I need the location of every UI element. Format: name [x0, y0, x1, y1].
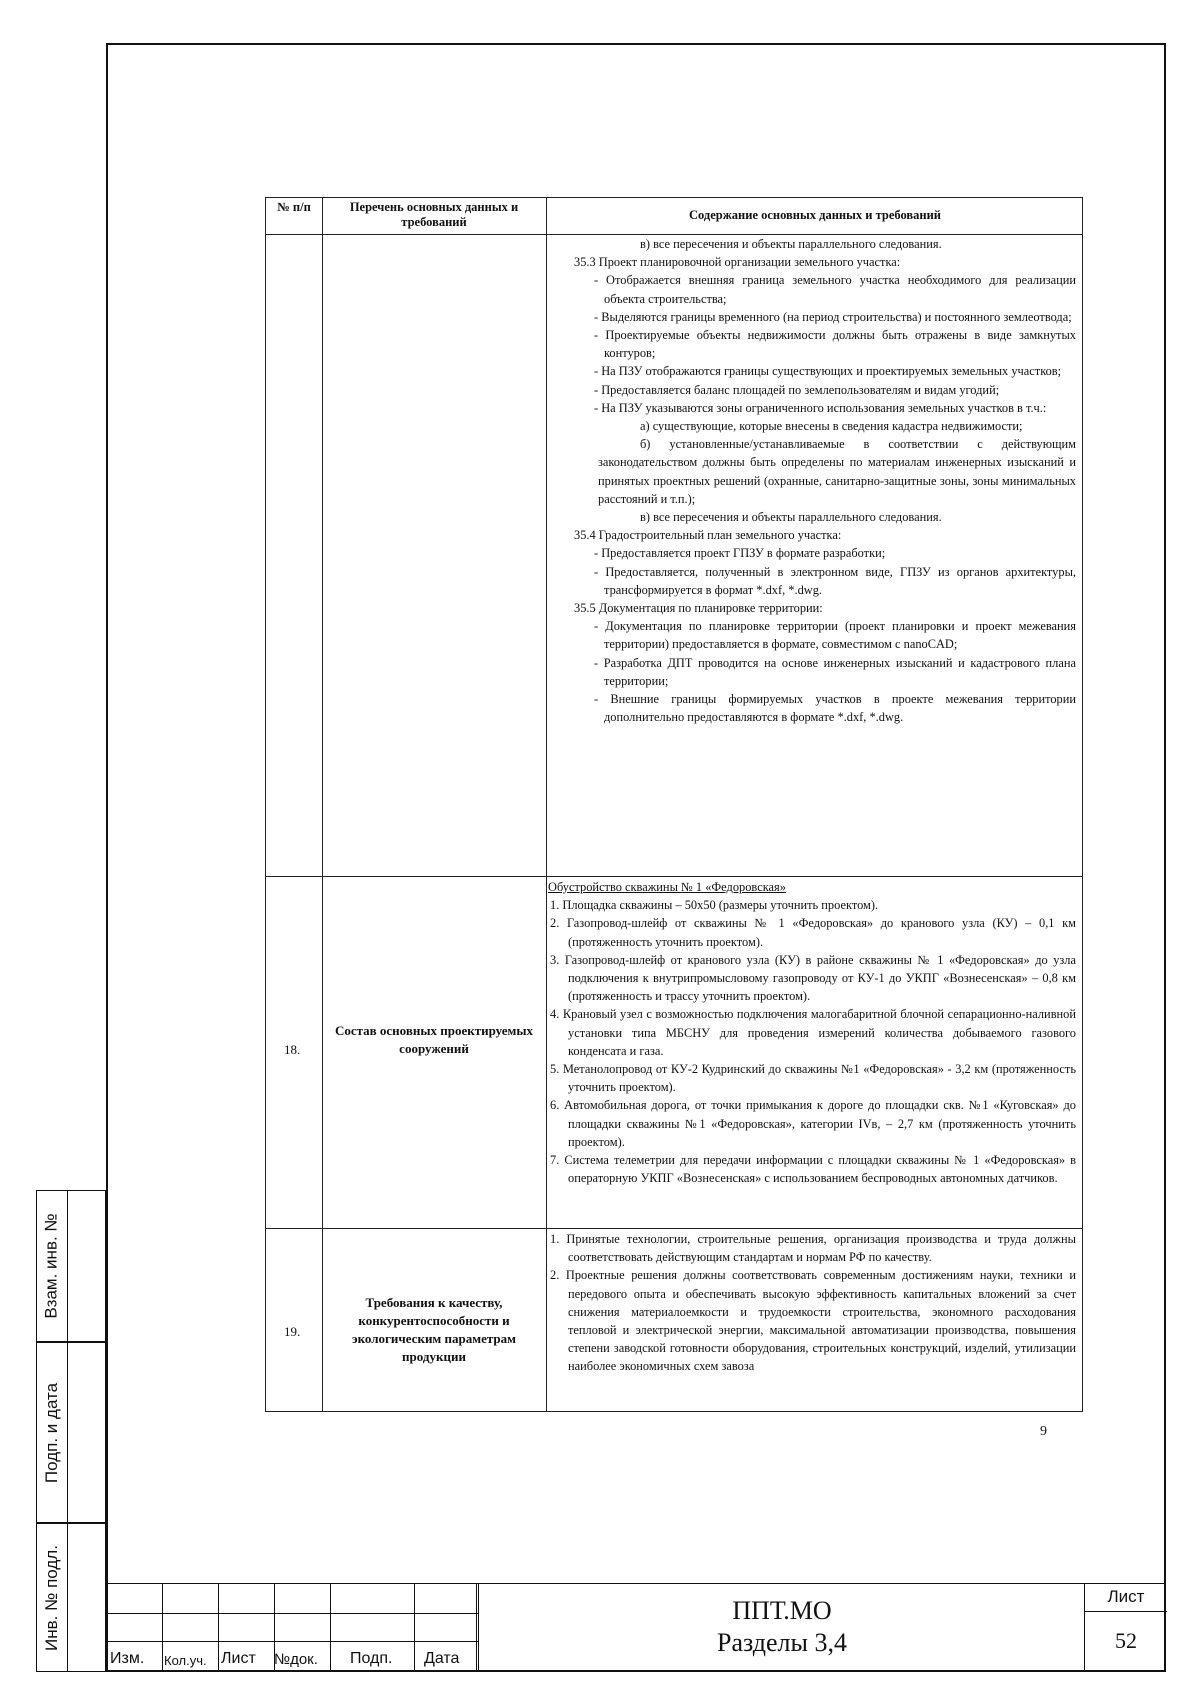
- list-item: 2. Проектные решения должны соответствовать современным достижениям науки, техники и передового опыта и обеспечивать высокую эффективность капитальных вложений за счет снижения материалоемкости и трудоемкости строительства, экономного расходования тепловой и электрической энергии, максимальной автоматизации производства, повышения степени заводской готовности оборудования, строительных конструкций, изделий, утилизации наиболее экономичных схем завоза: [550, 1268, 1076, 1374]
- row-title: Требования к качеству, конкурентоспособности и экологическим параметрам продукции: [351, 1295, 517, 1364]
- continuation-content: [548, 235, 1076, 726]
- sheet-box: [1084, 1583, 1167, 1672]
- content-line: - Разработка ДПТ проводится на основе инженерных изысканий и кадастрового плана территории;: [594, 655, 1076, 688]
- content-line: 35.3 Проект планировочной организации земельного участка:: [574, 255, 901, 270]
- content-line: в) все пересечения и объекты параллельного следования.: [640, 510, 942, 525]
- content-line: - Выделяются границы временного (на период строительства) и постоянного землеотвода;: [594, 309, 1072, 324]
- document-designation: [478, 1583, 1085, 1672]
- content-line: - Предоставляется проект ГПЗУ в формате разработки;: [594, 546, 886, 561]
- sheet-label: Лист: [1085, 1583, 1167, 1612]
- section-heading: Обустройство скважины № 1 «Федоровская»: [548, 880, 786, 894]
- column-caption: Изм.: [110, 1650, 145, 1667]
- content-line: - Документация по планировке территории (проект планировки и проект межевания территории) предоставляется в формате, совместимом с nanoCAD;: [594, 619, 1076, 652]
- list-item: 7. Система телеметрии для передачи информации с площадки скважины № 1 «Федоровская» в операторную УКПГ «Вознесенская» с использованием беспроводных автономных датчиков.: [550, 1153, 1076, 1186]
- content-line: - На ПЗУ отображаются границы существующих и проектируемых земельных участков;: [594, 364, 1062, 379]
- row-number: 18.: [284, 1042, 301, 1057]
- title-block: [106, 1583, 1166, 1672]
- column-caption: Подп.: [350, 1650, 393, 1667]
- column-caption: Дата: [424, 1650, 460, 1667]
- content-line: в) все пересечения и объекты параллельного следования.: [640, 237, 942, 251]
- list-item: 2. Газопровод-шлейф от скважины № 1 «Федоровская» до кранового узла (КУ) – 0,1 км (протяженность уточнить проектом).: [550, 916, 1076, 949]
- content-line: - На ПЗУ указываются зоны ограниченного использования земельных участков в т.ч.:: [594, 400, 1047, 415]
- list-item: 1. Принятые технологии, строительные решения, организация производства и труда должны соответствовать действующим стандартам и нормам РФ по качеству.: [550, 1232, 1076, 1265]
- side-stamp-inventory: [36, 1523, 106, 1672]
- row-divider: [266, 876, 1082, 877]
- row-content: [548, 878, 1076, 1187]
- column-caption: №док.: [274, 1651, 318, 1668]
- content-line: 35.5 Документация по планировке территории:: [574, 601, 823, 616]
- header-number: № п/п: [277, 200, 311, 214]
- content-line: а) существующие, которые внесены в сведения кадастра недвижимости;: [640, 419, 1023, 434]
- page-number: 9: [1040, 1424, 1047, 1439]
- row-title: Состав основных проектируемых сооружений: [334, 1023, 534, 1056]
- side-label-inventory: Инв. № подл.: [42, 1544, 61, 1651]
- requirements-table: [265, 197, 1083, 1412]
- list-item: 3. Газопровод-шлейф от кранового узла (КУ) в районе скважины № 1 «Федоровская» до узла подключения к внутрипромысловому газопроводу от КУ-1 до УКПГ «Вознесенская» – 0,8 км (протяженность и трассу уточнить проектом).: [550, 952, 1076, 1004]
- list-item: 1. Площадка скважины – 50х50 (размеры уточнить проектом).: [550, 898, 879, 913]
- column-caption: Кол.уч.: [164, 1653, 207, 1668]
- header-list: Перечень основных данных и требований: [349, 200, 519, 229]
- column-divider: [546, 198, 547, 1411]
- content-line: - Отображается внешняя граница земельного участка необходимого для реализации объекта строительства;: [594, 273, 1076, 306]
- revision-grid: [106, 1583, 478, 1672]
- header-content: Содержание основных данных и требований: [688, 208, 942, 222]
- list-item: 6. Автомобильная дорога, от точки примыкания к дороге до площадки скв. №1 «Куговская» до площадки скважины №1 «Федоровская», категории IVв, – 2,7 км (протяженность уточнить проектом).: [550, 1098, 1076, 1149]
- content-line: - Предоставляется баланс площадей по землепользователям и видам угодий;: [594, 382, 1000, 397]
- document-code: ППТ.МО: [732, 1596, 832, 1625]
- sheet-number: 52: [1115, 1628, 1137, 1653]
- side-stamp-signature: [36, 1342, 106, 1523]
- side-stamp-replacement: [36, 1190, 106, 1342]
- content-line: - Проектируемые объекты недвижимости должны быть отражены в виде замкнутых контуров;: [594, 328, 1076, 361]
- list-item: 4. Крановый узел с возможностью подключения малогабаритной блочной сепарационно-наливной установки типа МБСНУ для проведения измерений количества добываемого газового конденсата и газа.: [550, 1007, 1076, 1058]
- row-number: 19.: [284, 1324, 301, 1339]
- document-section: Разделы 3,4: [716, 1628, 847, 1657]
- row-divider: [266, 1228, 1082, 1229]
- content-line: б) установленные/устанавливаемые в соответствии с действующим законодательством должны быть определены по материалам инженерных изысканий и принятых проектных решений (охранные, санитарно-защитные зоны, зоны минимальных расстояний и т.п.);: [598, 437, 1076, 506]
- content-line: 35.4 Градостроительный план земельного участка:: [574, 528, 842, 543]
- content-line: - Внешние границы формируемых участков в проекте межевания территории дополнительно предоставляются в формате *.dxf, *.dwg.: [594, 692, 1076, 725]
- numbered-list: [548, 896, 1076, 1187]
- numbered-list: [548, 1230, 1076, 1376]
- content-line: - Предоставляется, полученный в электронном виде, ГПЗУ из органов архитектуры, трансформируется в формат *.dxf, *.dwg.: [594, 564, 1076, 597]
- column-divider: [322, 198, 323, 1411]
- side-label-replacement: Взам. инв. №: [42, 1213, 62, 1319]
- list-item: 5. Метанолопровод от КУ-2 Кудринский до скважины №1 «Федоровская» - 3,2 км (протяженность уточнить проектом).: [550, 1062, 1076, 1095]
- column-caption: Лист: [221, 1650, 256, 1667]
- side-label-signature: Подп. и дата: [42, 1382, 62, 1483]
